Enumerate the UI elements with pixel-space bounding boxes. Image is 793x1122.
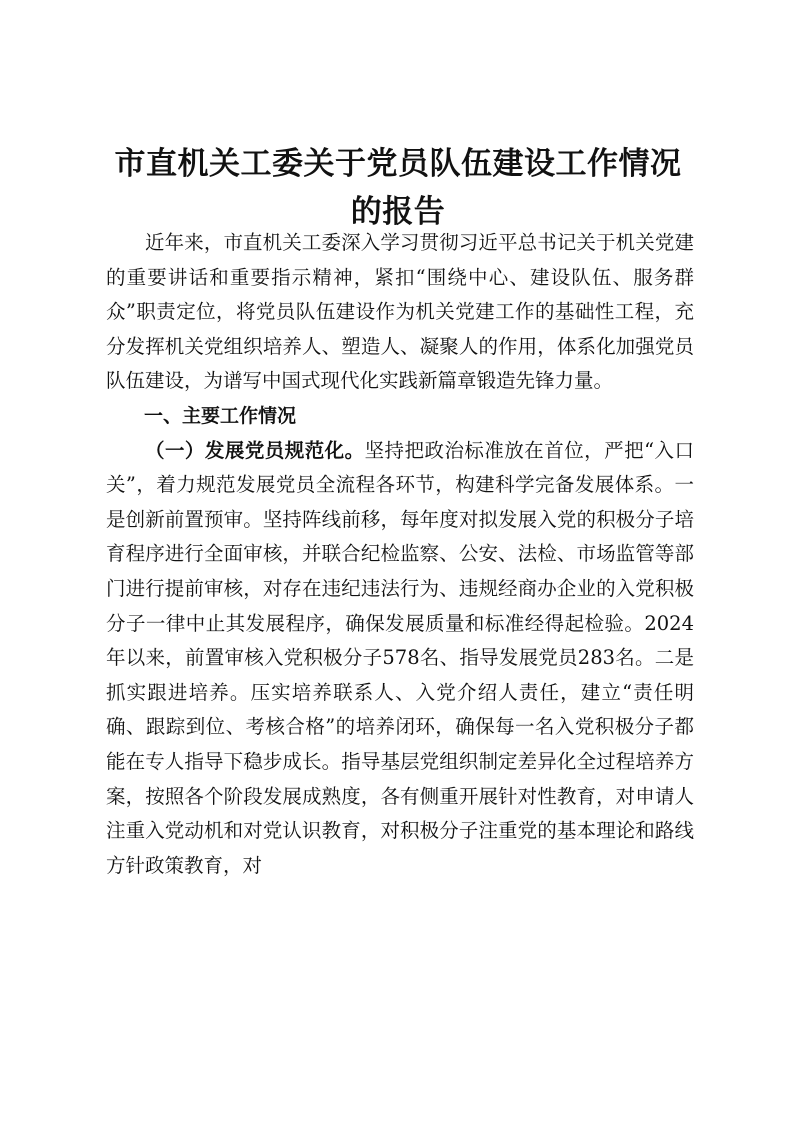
document-body: [106, 226, 694, 883]
subsection-paragraph: [106, 434, 694, 884]
section-heading: 一、主要工作情况: [144, 404, 297, 427]
document-title: 市直机关工委关于党员队伍建设工作情况的报告: [114, 146, 682, 230]
subsection-lead: （一）发展党员规范化。: [145, 438, 365, 462]
subsection-text: 坚持把政治标准放在首位，严把“入口关”，着力规范发展党员全流程各环节，构建科学完备发展体系。一是创新前置预审。坚持阵线前移，每年度对拟发展入党的积极分子培育程序进行全面审核，并联合纪检监察、公安、法检、市场监管等部门进行提前审核，对存在违纪违法行为、违规经商办企业的入党积极分子一律中止其发展程序，确保发展质量和标准经得起检验。2024年以来，前置审核入党积极分子578名、指导发展党员283名。二是抓实跟进培养。压实培养联系人、入党介绍人责任，建立“责任明确、跟踪到位、考核合格”的培养闭环，确保每一名入党积极分子都能在专人指导下稳步成长。指导基层党组织制定差异化全过程培养方案，按照各个阶段发展成熟度，各有侧重开展针对性教育，对申请人注重入党动机和对党认识教育，对积极分子注重党的基本理论和路线方针政策教育，对: [106, 438, 694, 877]
intro-paragraph: 近年来，市直机关工委深入学习贯彻习近平总书记关于机关党建的重要讲话和重要指示精神，紧扣“围绕中心、建设队伍、服务群众”职责定位，将党员队伍建设作为机关党建工作的基础性工程，充分发挥机关党组织培养人、塑造人、凝聚人的作用，体系化加强党员队伍建设，为谱写中国式现代化实践新篇章锻造先锋力量。: [106, 231, 694, 393]
